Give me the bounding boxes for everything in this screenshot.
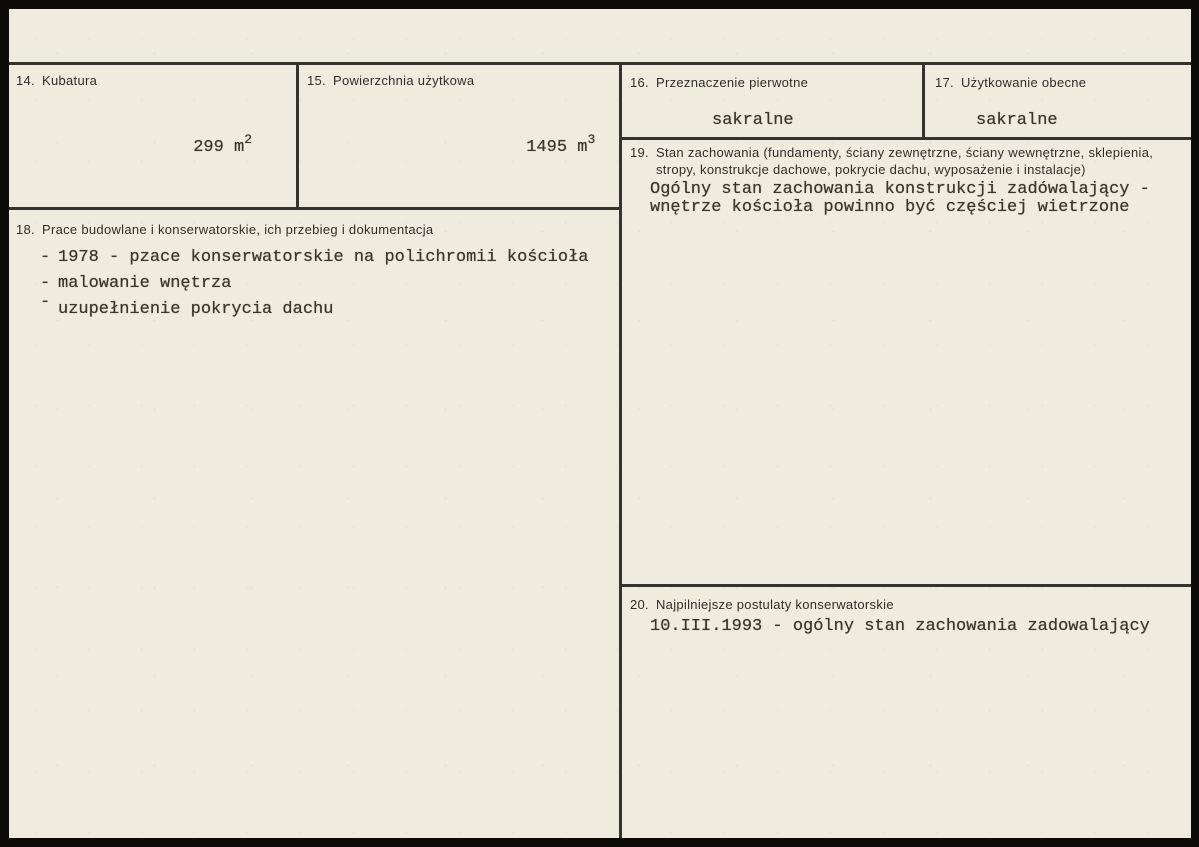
field-17-value-text: sakralne [976, 111, 1058, 130]
rule-below-14-15 [9, 207, 622, 210]
field-17-value [976, 112, 1058, 130]
field-14-number: 14. [16, 73, 35, 88]
text-line: Stan zachowania (fundamenty, ściany zewnętrzne, ściany wewnętrzne, sklepienia, [655, 145, 1154, 160]
text-line: Ogólny stan zachowania konstrukcji zadówalający - [650, 180, 1150, 199]
rule-top [9, 62, 1191, 65]
rule-below-16-17 [619, 137, 1191, 140]
field-18-entries [40, 245, 589, 323]
field-16-title: Przeznaczenie pierwotne [655, 75, 809, 90]
field-14-value [132, 121, 252, 175]
field-19-number: 19. [630, 145, 649, 160]
field-20-value-text: 10.III.1993 - ogólny stan zachowania zadowalający [650, 617, 1150, 636]
entry-text: 1978 - pzace konserwatorskie na polichromii kościoła [58, 248, 589, 267]
typed-entry-row [40, 293, 589, 323]
field-17-number: 17. [935, 75, 954, 90]
field-15-value [465, 121, 595, 175]
text-line: wnętrze kościoła powinno być częściej wietrzone [650, 198, 1130, 217]
rule-center-vertical [619, 62, 622, 838]
rule-divider-14-15 [296, 62, 299, 210]
field-17-title: Użytkowanie obecne [960, 75, 1087, 90]
field-20-value [650, 618, 1150, 636]
field-15-value-superscript: 3 [587, 132, 596, 148]
field-19-value [650, 181, 1150, 217]
field-15-value-main: 1495 m [526, 138, 588, 157]
entry-dash: - [40, 248, 51, 267]
text-line: stropy, konstrukcje dachowe, pokrycie dachu, wyposażenie i instalacje) [655, 162, 1086, 177]
field-14-title: Kubatura [41, 73, 98, 88]
field-14-value-main: 299 m [193, 138, 245, 157]
field-18-label [16, 221, 433, 238]
field-16-number: 16. [630, 75, 649, 90]
entry-text: uzupełnienie pokrycia dachu [58, 300, 334, 319]
field-15-title: Powierzchnia użytkowa [332, 73, 475, 88]
entry-dash: - [40, 293, 51, 312]
rule-divider-16-17 [922, 62, 925, 140]
typed-entry-row [40, 271, 589, 297]
field-19-title [656, 144, 1153, 178]
typed-entry-row [40, 245, 589, 271]
field-14-label [16, 72, 97, 89]
field-15-number: 15. [307, 73, 326, 88]
entry-text: malowanie wnętrza [58, 274, 232, 293]
paper-sheet [9, 9, 1191, 838]
field-18-number: 18. [16, 222, 35, 237]
field-18-title: Prace budowlane i konserwatorskie, ich przebieg i dokumentacja [41, 222, 434, 237]
field-19-label [630, 144, 1153, 178]
field-20-number: 20. [630, 597, 649, 612]
field-17-label [935, 74, 1086, 91]
field-16-label [630, 74, 808, 91]
rule-above-20 [619, 584, 1191, 587]
field-20-label [630, 596, 894, 613]
field-15-label [307, 72, 474, 89]
field-14-value-superscript: 2 [244, 132, 253, 148]
field-16-value-text: sakralne [712, 111, 794, 130]
field-20-title: Najpilniejsze postulaty konserwatorskie [655, 597, 894, 612]
entry-dash: - [40, 274, 51, 293]
field-16-value [712, 112, 794, 130]
